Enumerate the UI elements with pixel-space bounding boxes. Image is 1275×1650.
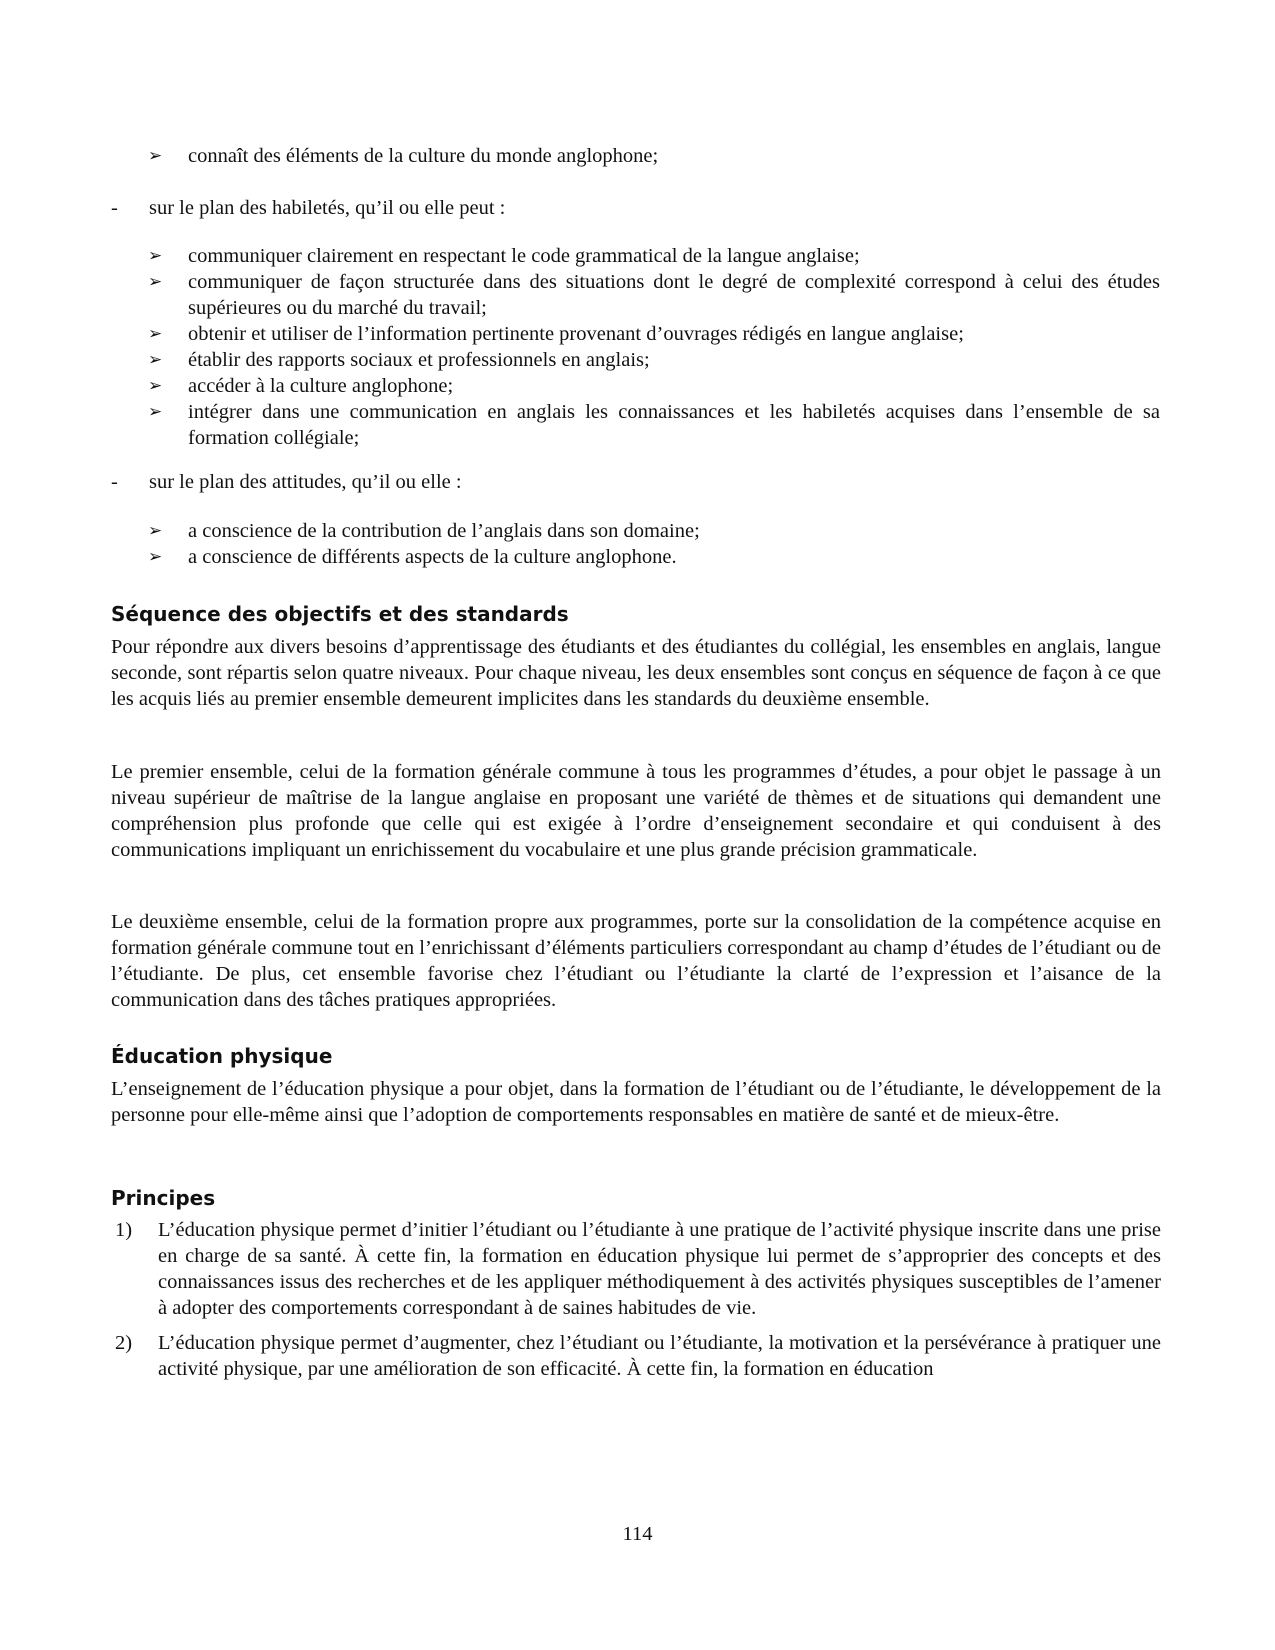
list-item: [148, 321, 1160, 347]
attitudes-intro-text: sur le plan des attitudes, qu’il ou elle :: [149, 471, 462, 493]
bullet-text: connaît des éléments de la culture du monde anglophone;: [188, 145, 659, 167]
page-number: 114: [622, 1523, 653, 1545]
list-item: [111, 1217, 1161, 1321]
dash-marker: -: [111, 471, 118, 493]
item-text: L’éducation physique permet d’initier l’étudiant ou l’étudiante à une pratique de l’activité physique inscrite dans une prise en charge de sa santé. À cette fin, la formation en éducation physique lui permet de s’approprier des concepts et des connaissances issus des recherches et de les appliquer méthodiquement à des activités physiques susceptibles de l’amener à adopter des comportements correspondant à de saines habitudes de vie.: [158, 1219, 1161, 1319]
dash-marker: -: [111, 197, 118, 219]
list-item: [148, 518, 1160, 544]
attitudes-bullet-list: [148, 518, 1160, 570]
bullet-text: a conscience de la contribution de l’anglais dans son domaine;: [188, 520, 700, 542]
bullet-text: établir des rapports sociaux et professionnels en anglais;: [188, 349, 650, 371]
arrow-bullet-icon: ➢: [148, 350, 163, 370]
item-number: 2): [115, 1332, 133, 1354]
list-item: [148, 544, 1160, 570]
section-heading-education-physique: Éducation physique: [111, 1044, 333, 1068]
section-heading-principes: Principes: [111, 1186, 216, 1210]
bullet-text: accéder à la culture anglophone;: [188, 375, 454, 397]
list-item: [111, 1330, 1161, 1382]
item-text: L’éducation physique permet d’augmenter, chez l’étudiant ou l’étudiante, la motivation et la persévérance à pratiquer une activité physique, par une amélioration de son efficacité. À cette fin, la formation en éducation: [158, 1332, 1161, 1380]
list-item: [148, 347, 1160, 373]
list-item: [148, 143, 1160, 169]
arrow-bullet-icon: ➢: [148, 402, 163, 422]
bullet-text: communiquer de façon structurée dans des situations dont le degré de complexité correspond à celui des études supérieures ou du marché du travail;: [188, 271, 1160, 319]
arrow-bullet-icon: ➢: [148, 272, 163, 292]
paragraph: L’enseignement de l’éducation physique a pour objet, dans la formation de l’étudiant ou de l’étudiante, le développement de la personne pour elle-même ainsi que l’adoption de comportements responsables en matière de santé et de mieux-être.: [111, 1078, 1161, 1126]
bullet-text: a conscience de différents aspects de la culture anglophone.: [188, 546, 677, 568]
bullet-text: communiquer clairement en respectant le code grammatical de la langue anglaise;: [188, 245, 860, 267]
arrow-bullet-icon: ➢: [148, 376, 163, 396]
arrow-bullet-icon: ➢: [148, 521, 163, 541]
knowledge-bullet-list: [148, 143, 1160, 169]
arrow-bullet-icon: ➢: [148, 324, 163, 344]
principes-list: [111, 1217, 1161, 1382]
arrow-bullet-icon: ➢: [148, 246, 163, 266]
list-item: [148, 269, 1160, 321]
section-heading-sequence: Séquence des objectifs et des standards: [111, 602, 569, 626]
list-item: [148, 243, 1160, 269]
bullet-text: obtenir et utiliser de l’information pertinente provenant d’ouvrages rédigés en langue anglaise;: [188, 323, 964, 345]
bullet-text: intégrer dans une communication en anglais les connaissances et les habiletés acquises dans l’ensemble de sa formation collégiale;: [188, 401, 1160, 449]
paragraph: Le premier ensemble, celui de la formation générale commune à tous les programmes d’études, a pour objet le passage à un niveau supérieur de maîtrise de la langue anglaise en proposant une variété de thèmes et de situations qui demandent une compréhension plus profonde que celle qui est exigée à l’ordre d’enseignement secondaire et qui conduisent à des communications impliquant un enrichissement du vocabulaire et une plus grande précision grammaticale.: [111, 761, 1161, 861]
arrow-bullet-icon: ➢: [148, 547, 163, 567]
item-number: 1): [115, 1219, 133, 1241]
skills-intro-text: sur le plan des habiletés, qu’il ou elle peut :: [149, 197, 506, 219]
paragraph: Le deuxième ensemble, celui de la formation propre aux programmes, porte sur la consolidation de la compétence acquise en formation générale commune tout en l’enrichissant d’éléments particuliers correspondant au champ d’études de l’étudiant ou de l’étudiante. De plus, cet ensemble favorise chez l’étudiant ou l’étudiante la clarté de l’expression et l’aisance de la communication dans des tâches pratiques appropriées.: [111, 911, 1161, 1011]
list-item: [148, 373, 1160, 399]
list-item: [148, 399, 1160, 451]
skills-bullet-list: [148, 243, 1160, 451]
paragraph: Pour répondre aux divers besoins d’apprentissage des étudiants et des étudiantes du collégial, les ensembles en anglais, langue seconde, sont répartis selon quatre niveaux. Pour chaque niveau, les deux ensembles sont conçus en séquence de façon à ce que les acquis liés au premier ensemble demeurent implicites dans les standards du deuxième ensemble.: [111, 636, 1161, 710]
arrow-bullet-icon: ➢: [148, 146, 163, 166]
